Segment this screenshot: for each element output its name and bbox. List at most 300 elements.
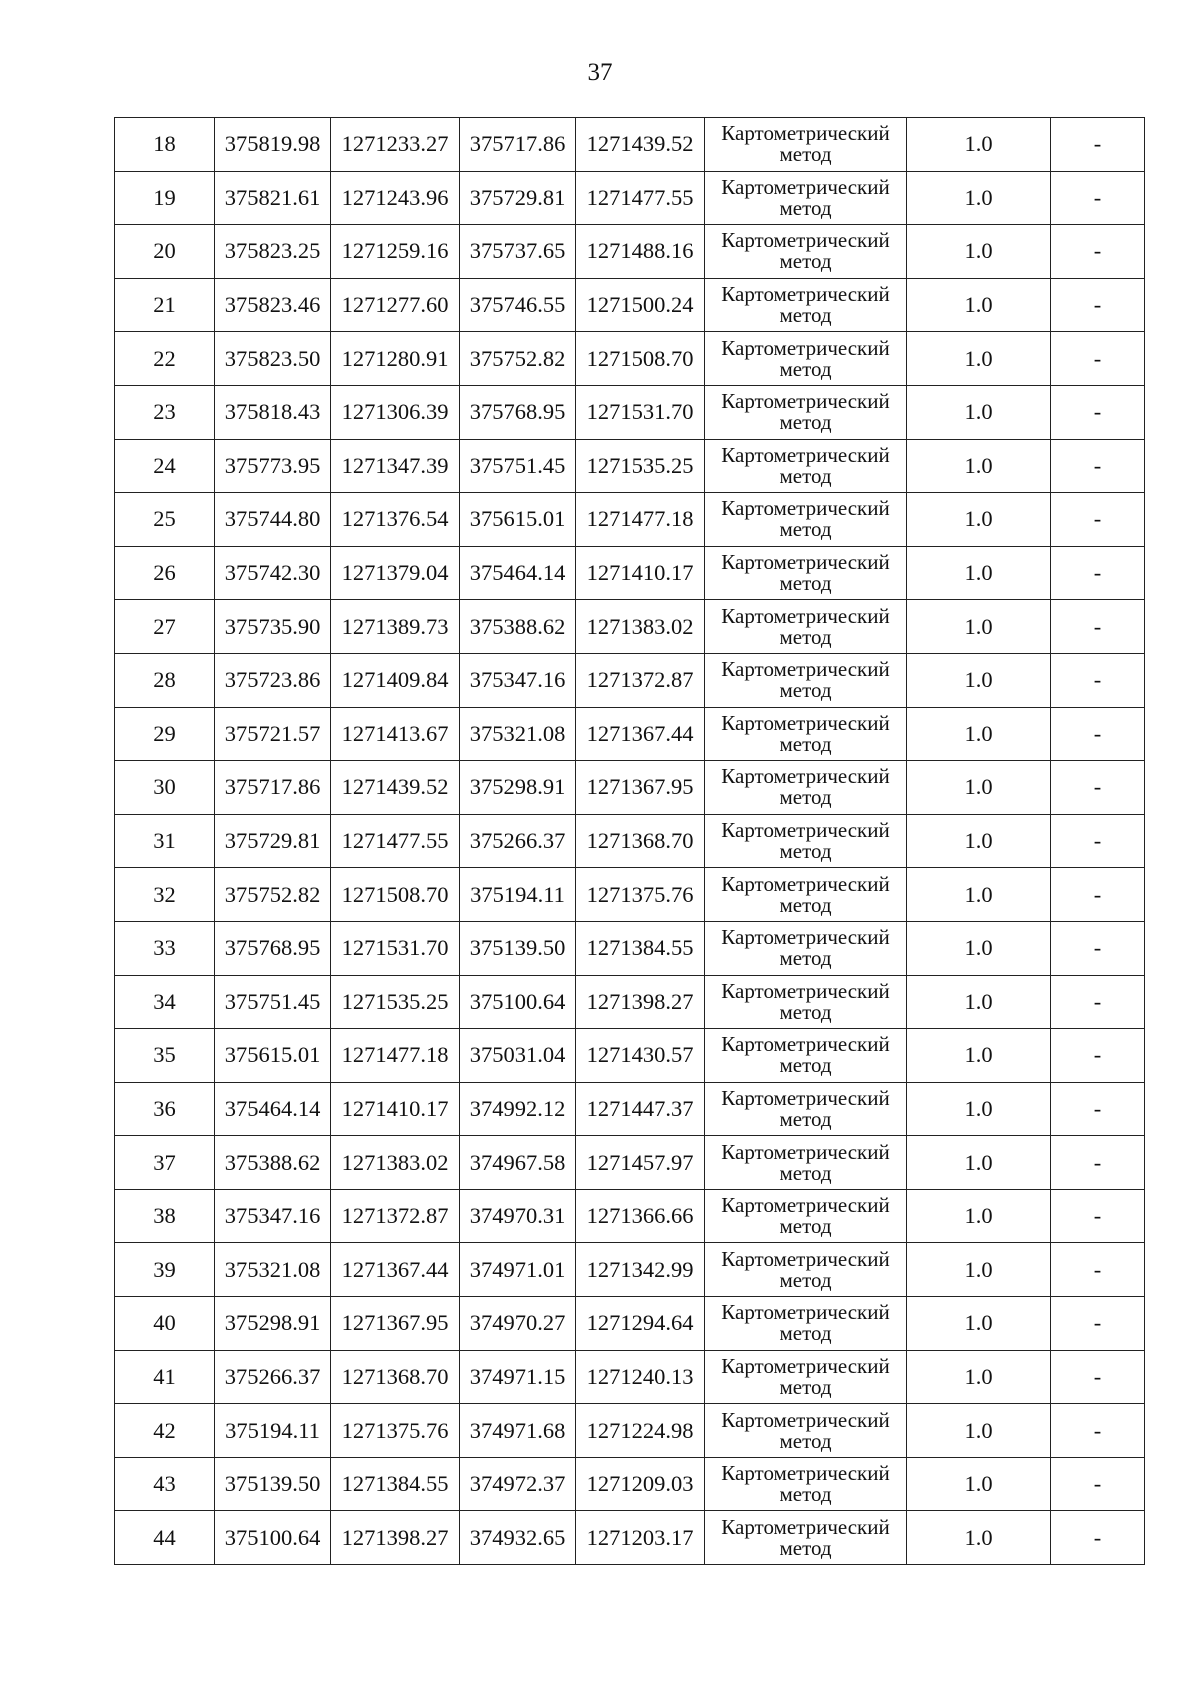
start-x-cell: 375729.81: [215, 814, 331, 868]
accuracy-cell: 1.0: [907, 1189, 1051, 1243]
start-x-cell: 375742.30: [215, 546, 331, 600]
start-x-cell: 375388.62: [215, 1136, 331, 1190]
end-y-cell: 1271447.37: [576, 1082, 705, 1136]
accuracy-cell: 1.0: [907, 1029, 1051, 1083]
accuracy-cell: 1.0: [907, 546, 1051, 600]
end-x-cell: 374932.65: [460, 1511, 576, 1565]
accuracy-cell: 1.0: [907, 868, 1051, 922]
end-x-cell: 375266.37: [460, 814, 576, 868]
start-y-cell: 1271233.27: [331, 118, 460, 172]
table-row: [115, 118, 1145, 172]
note-cell: -: [1051, 653, 1145, 707]
end-x-cell: 375100.64: [460, 975, 576, 1029]
start-x-cell: 375768.95: [215, 921, 331, 975]
end-y-cell: 1271477.18: [576, 493, 705, 547]
end-y-cell: 1271430.57: [576, 1029, 705, 1083]
start-y-cell: 1271367.44: [331, 1243, 460, 1297]
method-line-2: метод: [779, 678, 832, 703]
start-x-cell: 375773.95: [215, 439, 331, 493]
point-number-cell: 24: [115, 439, 215, 493]
accuracy-cell: 1.0: [907, 225, 1051, 279]
end-y-cell: 1271372.87: [576, 653, 705, 707]
start-y-cell: 1271477.18: [331, 1029, 460, 1083]
method-line-2: метод: [779, 303, 832, 328]
note-cell: -: [1051, 332, 1145, 386]
start-x-cell: 375723.86: [215, 653, 331, 707]
table-row: [115, 1082, 1145, 1136]
method-line-2: метод: [779, 463, 832, 488]
method-line-2: метод: [779, 1214, 832, 1239]
start-x-cell: 375347.16: [215, 1189, 331, 1243]
start-x-cell: 375139.50: [215, 1457, 331, 1511]
table-row: [115, 546, 1145, 600]
method-line-2: метод: [779, 356, 832, 381]
note-cell: -: [1051, 171, 1145, 225]
method-cell: [705, 1029, 907, 1083]
start-y-cell: 1271508.70: [331, 868, 460, 922]
end-x-cell: 375139.50: [460, 921, 576, 975]
start-x-cell: 375823.25: [215, 225, 331, 279]
end-x-cell: 375751.45: [460, 439, 576, 493]
method-line-1: Картометрический: [721, 389, 890, 414]
start-x-cell: 375464.14: [215, 1082, 331, 1136]
end-x-cell: 374972.37: [460, 1457, 576, 1511]
accuracy-cell: 1.0: [907, 1457, 1051, 1511]
point-number-cell: 43: [115, 1457, 215, 1511]
end-x-cell: 375737.65: [460, 225, 576, 279]
point-number-cell: 34: [115, 975, 215, 1029]
point-number-cell: 40: [115, 1297, 215, 1351]
method-cell: [705, 707, 907, 761]
method-line-2: метод: [779, 1160, 832, 1185]
method-line-1: Картометрический: [721, 657, 890, 682]
method-line-2: метод: [779, 410, 832, 435]
method-cell: [705, 546, 907, 600]
note-cell: -: [1051, 225, 1145, 279]
method-line-1: Картометрический: [721, 228, 890, 253]
method-line-1: Картометрический: [721, 1193, 890, 1218]
method-line-1: Картометрический: [721, 1139, 890, 1164]
note-cell: -: [1051, 600, 1145, 654]
start-x-cell: 375321.08: [215, 1243, 331, 1297]
method-line-2: метод: [779, 946, 832, 971]
start-y-cell: 1271384.55: [331, 1457, 460, 1511]
start-y-cell: 1271439.52: [331, 761, 460, 815]
start-y-cell: 1271410.17: [331, 1082, 460, 1136]
end-y-cell: 1271457.97: [576, 1136, 705, 1190]
accuracy-cell: 1.0: [907, 1297, 1051, 1351]
method-cell: [705, 1243, 907, 1297]
method-cell: [705, 278, 907, 332]
method-cell: [705, 653, 907, 707]
method-line-2: метод: [779, 892, 832, 917]
method-cell: [705, 332, 907, 386]
method-cell: [705, 868, 907, 922]
method-cell: [705, 1136, 907, 1190]
accuracy-cell: 1.0: [907, 921, 1051, 975]
start-y-cell: 1271306.39: [331, 385, 460, 439]
point-number-cell: 41: [115, 1350, 215, 1404]
end-x-cell: 375298.91: [460, 761, 576, 815]
point-number-cell: 35: [115, 1029, 215, 1083]
method-line-1: Картометрический: [721, 978, 890, 1003]
end-y-cell: 1271439.52: [576, 118, 705, 172]
end-x-cell: 375031.04: [460, 1029, 576, 1083]
point-number-cell: 29: [115, 707, 215, 761]
end-x-cell: 375752.82: [460, 332, 576, 386]
end-x-cell: 374971.68: [460, 1404, 576, 1458]
method-cell: [705, 1189, 907, 1243]
note-cell: -: [1051, 761, 1145, 815]
end-x-cell: 375768.95: [460, 385, 576, 439]
table-row: [115, 1029, 1145, 1083]
start-x-cell: 375735.90: [215, 600, 331, 654]
accuracy-cell: 1.0: [907, 975, 1051, 1029]
start-y-cell: 1271243.96: [331, 171, 460, 225]
start-y-cell: 1271347.39: [331, 439, 460, 493]
method-line-1: Картометрический: [721, 442, 890, 467]
method-cell: [705, 975, 907, 1029]
table-row: [115, 1511, 1145, 1565]
start-y-cell: 1271277.60: [331, 278, 460, 332]
start-y-cell: 1271280.91: [331, 332, 460, 386]
method-cell: [705, 761, 907, 815]
method-line-1: Картометрический: [721, 282, 890, 307]
point-number-cell: 26: [115, 546, 215, 600]
start-y-cell: 1271398.27: [331, 1511, 460, 1565]
table-body: [115, 118, 1145, 1565]
method-cell: [705, 225, 907, 279]
method-line-1: Картометрический: [721, 121, 890, 146]
note-cell: -: [1051, 1350, 1145, 1404]
note-cell: -: [1051, 546, 1145, 600]
table-row: [115, 868, 1145, 922]
table-row: [115, 921, 1145, 975]
note-cell: -: [1051, 814, 1145, 868]
accuracy-cell: 1.0: [907, 814, 1051, 868]
method-cell: [705, 1082, 907, 1136]
start-x-cell: 375100.64: [215, 1511, 331, 1565]
note-cell: -: [1051, 1457, 1145, 1511]
start-x-cell: 375823.46: [215, 278, 331, 332]
note-cell: -: [1051, 975, 1145, 1029]
point-number-cell: 28: [115, 653, 215, 707]
start-x-cell: 375266.37: [215, 1350, 331, 1404]
end-y-cell: 1271398.27: [576, 975, 705, 1029]
end-y-cell: 1271508.70: [576, 332, 705, 386]
point-number-cell: 25: [115, 493, 215, 547]
table-row: [115, 332, 1145, 386]
method-cell: [705, 439, 907, 493]
end-x-cell: 375388.62: [460, 600, 576, 654]
method-line-2: метод: [779, 1053, 832, 1078]
note-cell: -: [1051, 1404, 1145, 1458]
method-line-1: Картометрический: [721, 496, 890, 521]
end-y-cell: 1271294.64: [576, 1297, 705, 1351]
point-number-cell: 37: [115, 1136, 215, 1190]
end-x-cell: 375321.08: [460, 707, 576, 761]
method-line-2: метод: [779, 1535, 832, 1560]
method-line-1: Картометрический: [721, 1353, 890, 1378]
end-y-cell: 1271368.70: [576, 814, 705, 868]
table-row: [115, 439, 1145, 493]
end-x-cell: 375464.14: [460, 546, 576, 600]
point-number-cell: 32: [115, 868, 215, 922]
method-line-2: метод: [779, 1428, 832, 1453]
end-x-cell: 374992.12: [460, 1082, 576, 1136]
table-row: [115, 814, 1145, 868]
end-y-cell: 1271342.99: [576, 1243, 705, 1297]
start-y-cell: 1271375.76: [331, 1404, 460, 1458]
note-cell: -: [1051, 1297, 1145, 1351]
table-row: [115, 600, 1145, 654]
table-row: [115, 1404, 1145, 1458]
end-y-cell: 1271410.17: [576, 546, 705, 600]
method-line-2: метод: [779, 571, 832, 596]
point-number-cell: 42: [115, 1404, 215, 1458]
note-cell: -: [1051, 1136, 1145, 1190]
end-y-cell: 1271477.55: [576, 171, 705, 225]
end-y-cell: 1271488.16: [576, 225, 705, 279]
method-cell: [705, 814, 907, 868]
accuracy-cell: 1.0: [907, 600, 1051, 654]
start-y-cell: 1271389.73: [331, 600, 460, 654]
note-cell: -: [1051, 707, 1145, 761]
table-row: [115, 1243, 1145, 1297]
method-line-1: Картометрический: [721, 818, 890, 843]
table-row: [115, 1297, 1145, 1351]
method-line-2: метод: [779, 142, 832, 167]
end-y-cell: 1271535.25: [576, 439, 705, 493]
start-x-cell: 375823.50: [215, 332, 331, 386]
start-y-cell: 1271379.04: [331, 546, 460, 600]
start-x-cell: 375819.98: [215, 118, 331, 172]
method-line-2: метод: [779, 1267, 832, 1292]
accuracy-cell: 1.0: [907, 761, 1051, 815]
note-cell: -: [1051, 439, 1145, 493]
start-y-cell: 1271259.16: [331, 225, 460, 279]
method-line-1: Картометрический: [721, 1407, 890, 1432]
table-row: [115, 1457, 1145, 1511]
table-row: [115, 225, 1145, 279]
end-y-cell: 1271531.70: [576, 385, 705, 439]
note-cell: -: [1051, 868, 1145, 922]
method-line-1: Картометрический: [721, 335, 890, 360]
note-cell: -: [1051, 921, 1145, 975]
table-row: [115, 171, 1145, 225]
method-cell: [705, 171, 907, 225]
point-number-cell: 27: [115, 600, 215, 654]
page-number: 37: [587, 59, 613, 86]
note-cell: -: [1051, 1082, 1145, 1136]
end-y-cell: 1271240.13: [576, 1350, 705, 1404]
start-x-cell: 375744.80: [215, 493, 331, 547]
point-number-cell: 19: [115, 171, 215, 225]
accuracy-cell: 1.0: [907, 278, 1051, 332]
end-y-cell: 1271224.98: [576, 1404, 705, 1458]
end-x-cell: 374970.27: [460, 1297, 576, 1351]
method-line-2: метод: [779, 624, 832, 649]
method-line-1: Картометрический: [721, 1461, 890, 1486]
accuracy-cell: 1.0: [907, 439, 1051, 493]
start-y-cell: 1271372.87: [331, 1189, 460, 1243]
method-line-2: метод: [779, 1106, 832, 1131]
point-number-cell: 36: [115, 1082, 215, 1136]
accuracy-cell: 1.0: [907, 1511, 1051, 1565]
accuracy-cell: 1.0: [907, 707, 1051, 761]
end-x-cell: 374971.01: [460, 1243, 576, 1297]
method-line-1: Картометрический: [721, 1085, 890, 1110]
table-row: [115, 1350, 1145, 1404]
method-line-2: метод: [779, 517, 832, 542]
start-y-cell: 1271368.70: [331, 1350, 460, 1404]
note-cell: -: [1051, 1511, 1145, 1565]
table-row: [115, 1136, 1145, 1190]
table-row: [115, 975, 1145, 1029]
table-row: [115, 761, 1145, 815]
method-cell: [705, 385, 907, 439]
method-line-1: Картометрический: [721, 550, 890, 575]
table-row: [115, 1189, 1145, 1243]
end-x-cell: 374967.58: [460, 1136, 576, 1190]
method-line-1: Картометрический: [721, 1300, 890, 1325]
method-cell: [705, 1511, 907, 1565]
method-line-1: Картометрический: [721, 871, 890, 896]
end-y-cell: 1271367.95: [576, 761, 705, 815]
start-y-cell: 1271409.84: [331, 653, 460, 707]
accuracy-cell: 1.0: [907, 385, 1051, 439]
end-x-cell: 375717.86: [460, 118, 576, 172]
accuracy-cell: 1.0: [907, 1082, 1051, 1136]
point-number-cell: 38: [115, 1189, 215, 1243]
note-cell: -: [1051, 1029, 1145, 1083]
method-cell: [705, 921, 907, 975]
accuracy-cell: 1.0: [907, 1350, 1051, 1404]
end-y-cell: 1271203.17: [576, 1511, 705, 1565]
method-line-2: метод: [779, 731, 832, 756]
method-line-2: метод: [779, 1374, 832, 1399]
accuracy-cell: 1.0: [907, 1404, 1051, 1458]
method-line-2: метод: [779, 999, 832, 1024]
start-y-cell: 1271376.54: [331, 493, 460, 547]
method-line-2: метод: [779, 1321, 832, 1346]
note-cell: -: [1051, 118, 1145, 172]
start-x-cell: 375821.61: [215, 171, 331, 225]
point-number-cell: 30: [115, 761, 215, 815]
accuracy-cell: 1.0: [907, 118, 1051, 172]
method-line-2: метод: [779, 785, 832, 810]
end-x-cell: 375729.81: [460, 171, 576, 225]
method-line-2: метод: [779, 249, 832, 274]
start-x-cell: 375752.82: [215, 868, 331, 922]
end-y-cell: 1271367.44: [576, 707, 705, 761]
method-cell: [705, 1457, 907, 1511]
coordinates-table: [114, 117, 1145, 1565]
method-line-1: Картометрический: [721, 1032, 890, 1057]
note-cell: -: [1051, 385, 1145, 439]
point-number-cell: 39: [115, 1243, 215, 1297]
accuracy-cell: 1.0: [907, 1243, 1051, 1297]
note-cell: -: [1051, 278, 1145, 332]
point-number-cell: 22: [115, 332, 215, 386]
point-number-cell: 44: [115, 1511, 215, 1565]
method-line-1: Картометрический: [721, 1514, 890, 1539]
accuracy-cell: 1.0: [907, 171, 1051, 225]
point-number-cell: 31: [115, 814, 215, 868]
start-x-cell: 375298.91: [215, 1297, 331, 1351]
start-y-cell: 1271477.55: [331, 814, 460, 868]
note-cell: -: [1051, 493, 1145, 547]
start-x-cell: 375818.43: [215, 385, 331, 439]
end-x-cell: 375347.16: [460, 653, 576, 707]
end-x-cell: 375615.01: [460, 493, 576, 547]
start-y-cell: 1271367.95: [331, 1297, 460, 1351]
method-line-2: метод: [779, 839, 832, 864]
end-x-cell: 375746.55: [460, 278, 576, 332]
start-x-cell: 375751.45: [215, 975, 331, 1029]
method-line-1: Картометрический: [721, 1246, 890, 1271]
method-line-1: Картометрический: [721, 764, 890, 789]
accuracy-cell: 1.0: [907, 653, 1051, 707]
point-number-cell: 20: [115, 225, 215, 279]
start-y-cell: 1271383.02: [331, 1136, 460, 1190]
accuracy-cell: 1.0: [907, 332, 1051, 386]
method-cell: [705, 1404, 907, 1458]
end-x-cell: 375194.11: [460, 868, 576, 922]
method-line-1: Картометрический: [721, 710, 890, 735]
end-y-cell: 1271366.66: [576, 1189, 705, 1243]
table-row: [115, 707, 1145, 761]
end-y-cell: 1271383.02: [576, 600, 705, 654]
start-x-cell: 375615.01: [215, 1029, 331, 1083]
end-y-cell: 1271500.24: [576, 278, 705, 332]
table-row: [115, 493, 1145, 547]
point-number-cell: 21: [115, 278, 215, 332]
method-line-1: Картометрический: [721, 603, 890, 628]
note-cell: -: [1051, 1243, 1145, 1297]
end-x-cell: 374971.15: [460, 1350, 576, 1404]
end-y-cell: 1271384.55: [576, 921, 705, 975]
table-row: [115, 385, 1145, 439]
start-y-cell: 1271413.67: [331, 707, 460, 761]
method-cell: [705, 600, 907, 654]
start-x-cell: 375194.11: [215, 1404, 331, 1458]
table-row: [115, 278, 1145, 332]
end-x-cell: 374970.31: [460, 1189, 576, 1243]
end-y-cell: 1271375.76: [576, 868, 705, 922]
start-y-cell: 1271531.70: [331, 921, 460, 975]
table-row: [115, 653, 1145, 707]
end-y-cell: 1271209.03: [576, 1457, 705, 1511]
accuracy-cell: 1.0: [907, 1136, 1051, 1190]
method-line-2: метод: [779, 195, 832, 220]
accuracy-cell: 1.0: [907, 493, 1051, 547]
point-number-cell: 33: [115, 921, 215, 975]
method-cell: [705, 493, 907, 547]
point-number-cell: 23: [115, 385, 215, 439]
method-cell: [705, 1350, 907, 1404]
start-x-cell: 375717.86: [215, 761, 331, 815]
method-cell: [705, 118, 907, 172]
note-cell: -: [1051, 1189, 1145, 1243]
method-cell: [705, 1297, 907, 1351]
method-line-2: метод: [779, 1482, 832, 1507]
start-x-cell: 375721.57: [215, 707, 331, 761]
start-y-cell: 1271535.25: [331, 975, 460, 1029]
method-line-1: Картометрический: [721, 925, 890, 950]
point-number-cell: 18: [115, 118, 215, 172]
method-line-1: Картометрический: [721, 174, 890, 199]
